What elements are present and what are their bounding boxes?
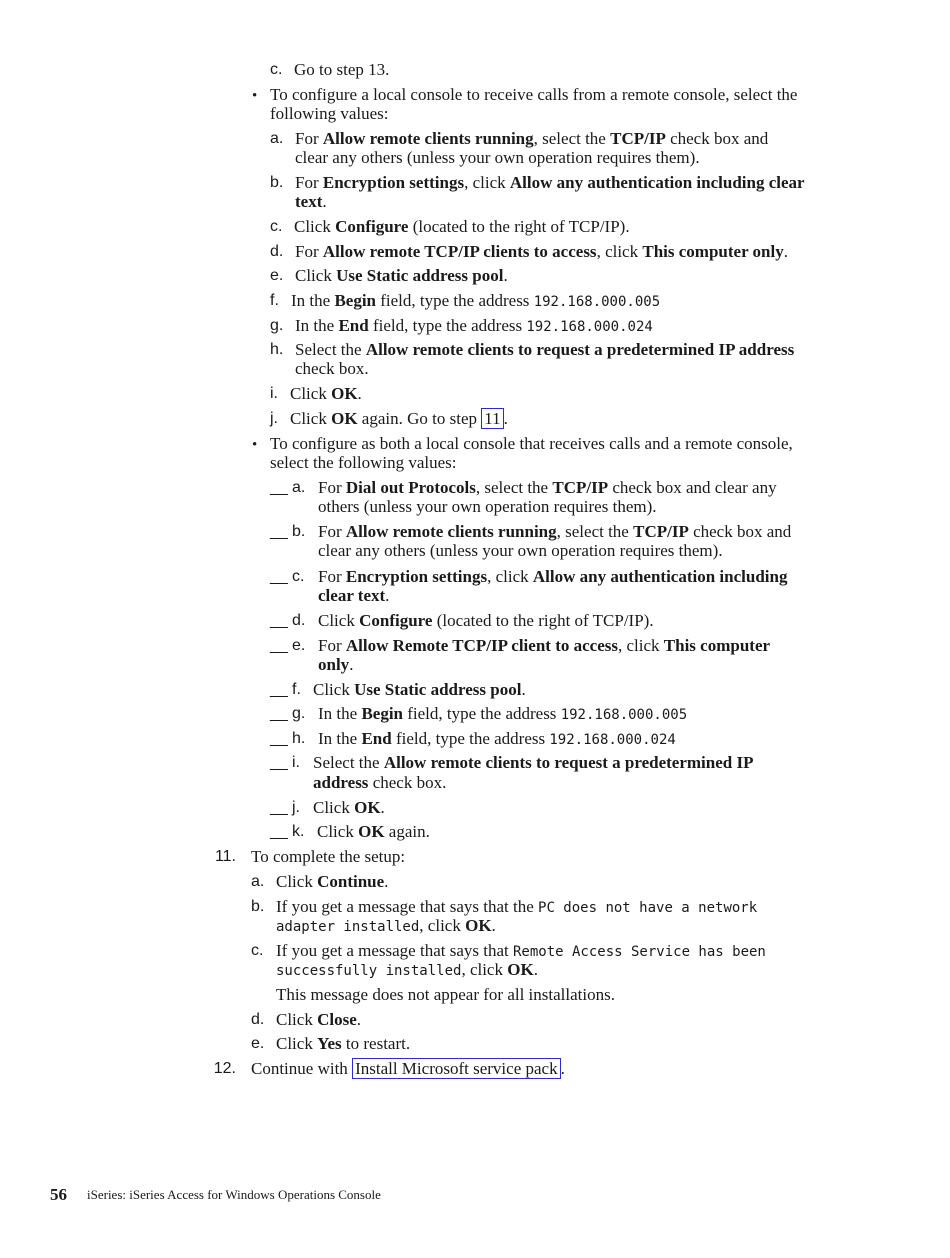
- checkbox-placeholder: __: [270, 799, 288, 816]
- item-label: f.: [292, 681, 301, 698]
- checkbox-placeholder: __: [270, 681, 288, 698]
- bullet-text: To configure as both a local console that receives calls and a remote console,: [270, 434, 793, 453]
- item-label: j.: [270, 410, 278, 427]
- item-label: a.: [270, 130, 284, 147]
- item-label: g.: [292, 705, 306, 722]
- list-item: If you get a message that says that Remote Access Service has been: [276, 941, 766, 960]
- list-item: Click OK again.: [317, 822, 430, 841]
- checkbox-placeholder: __: [270, 637, 288, 654]
- item-label: k.: [292, 823, 305, 840]
- list-item: For Encryption settings, click Allow any authentication including: [318, 567, 788, 586]
- item-label: d.: [251, 1011, 265, 1028]
- checkbox-placeholder: __: [270, 754, 288, 771]
- item-label: c.: [270, 218, 283, 235]
- list-item: Click Yes to restart.: [276, 1034, 411, 1053]
- step-text: Continue with Install Microsoft service pack .: [251, 1059, 565, 1078]
- list-item: text.: [295, 192, 327, 211]
- list-item: Click Use Static address pool.: [295, 266, 508, 285]
- item-label: g.: [270, 317, 284, 334]
- list-item: In the End field, type the address 192.168.000.024: [318, 729, 676, 748]
- list-item: In the Begin field, type the address 192.168.000.005: [291, 291, 661, 310]
- list-item: clear any others (unless your own operation requires them).: [295, 148, 700, 167]
- list-item: In the Begin field, type the address 192.168.000.005: [318, 704, 688, 723]
- item-label: a.: [251, 873, 265, 890]
- checkbox-placeholder: __: [270, 568, 288, 585]
- item-label: b.: [270, 174, 284, 191]
- list-item: Click Configure (located to the right of TCP/IP).: [318, 611, 654, 630]
- item-label: c.: [270, 61, 283, 78]
- list-item: For Encryption settings, click Allow any authentication including clear: [295, 173, 805, 192]
- list-item: clear text.: [318, 586, 390, 605]
- item-label: e.: [292, 637, 306, 654]
- item-label: i.: [270, 385, 278, 402]
- list-item: For Allow Remote TCP/IP client to access, click This computer: [318, 636, 771, 655]
- checkbox-placeholder: __: [270, 612, 288, 629]
- checkbox-placeholder: __: [270, 479, 288, 496]
- bullet-text: select the following values:: [270, 453, 457, 472]
- list-item: adapter installed, click OK.: [276, 916, 496, 935]
- list-item: Click OK again. Go to step 11 .: [290, 409, 508, 428]
- bullet-icon: •: [252, 437, 258, 453]
- checkbox-placeholder: __: [270, 523, 288, 540]
- item-label: i.: [292, 754, 300, 771]
- step-11-link[interactable]: 11: [481, 408, 503, 429]
- list-item: Click Close.: [276, 1010, 362, 1029]
- bullet-text: To configure a local console to receive calls from a remote console, select the: [270, 85, 798, 104]
- checkbox-placeholder: __: [270, 705, 288, 722]
- note-text: This message does not appear for all installations.: [276, 985, 615, 1004]
- list-item: In the End field, type the address 192.168.000.024: [295, 316, 653, 335]
- list-item: Click Use Static address pool.: [313, 680, 526, 699]
- list-item: clear any others (unless your own operation requires them).: [318, 541, 723, 560]
- item-label: f.: [270, 292, 279, 309]
- footer-title: iSeries: iSeries Access for Windows Operations Console: [87, 1187, 381, 1202]
- list-item: Click Continue.: [276, 872, 389, 891]
- list-item: Select the Allow remote clients to request a predetermined IP address: [295, 340, 795, 359]
- list-item: For Allow remote clients running, select the TCP/IP check box and: [295, 129, 769, 148]
- list-item: For Allow remote clients running, select the TCP/IP check box and: [318, 522, 792, 541]
- list-item: only.: [318, 655, 354, 674]
- item-label: e.: [251, 1035, 265, 1052]
- list-item: Click OK.: [313, 798, 385, 817]
- step-number: 11.: [214, 848, 236, 865]
- item-label: c.: [292, 568, 305, 585]
- list-item: address check box.: [313, 773, 447, 792]
- item-label: h.: [270, 341, 284, 358]
- list-item: Click Configure (located to the right of TCP/IP).: [294, 217, 630, 236]
- item-label: d.: [270, 243, 284, 260]
- item-label: b.: [292, 523, 306, 540]
- list-item: Click OK.: [290, 384, 362, 403]
- item-label: j.: [292, 799, 300, 816]
- list-item: Select the Allow remote clients to request a predetermined IP: [313, 753, 754, 772]
- item-label: h.: [292, 730, 306, 747]
- page-number: 56: [50, 1185, 67, 1204]
- step-text: To complete the setup:: [251, 847, 406, 866]
- list-item: Go to step 13.: [294, 60, 390, 79]
- list-item: For Allow remote TCP/IP clients to access, click This computer only.: [295, 242, 788, 261]
- list-item: For Dial out Protocols, select the TCP/IP check box and clear any: [318, 478, 777, 497]
- item-label: b.: [251, 898, 265, 915]
- list-item: If you get a message that says that the PC does not have a network: [276, 897, 758, 916]
- item-label: c.: [251, 942, 264, 959]
- list-item: check box.: [295, 359, 369, 378]
- bullet-icon: •: [252, 88, 258, 104]
- checkbox-placeholder: __: [270, 730, 288, 747]
- list-item: others (unless your own operation requires them).: [318, 497, 657, 516]
- install-service-pack-link[interactable]: Install Microsoft service pack: [352, 1058, 561, 1079]
- list-item: successfully installed, click OK.: [276, 960, 538, 979]
- bullet-text: following values:: [270, 104, 389, 123]
- item-label: d.: [292, 612, 306, 629]
- step-number: 12.: [213, 1060, 236, 1077]
- item-label: e.: [270, 267, 284, 284]
- item-label: a.: [292, 479, 306, 496]
- checkbox-placeholder: __: [270, 823, 288, 840]
